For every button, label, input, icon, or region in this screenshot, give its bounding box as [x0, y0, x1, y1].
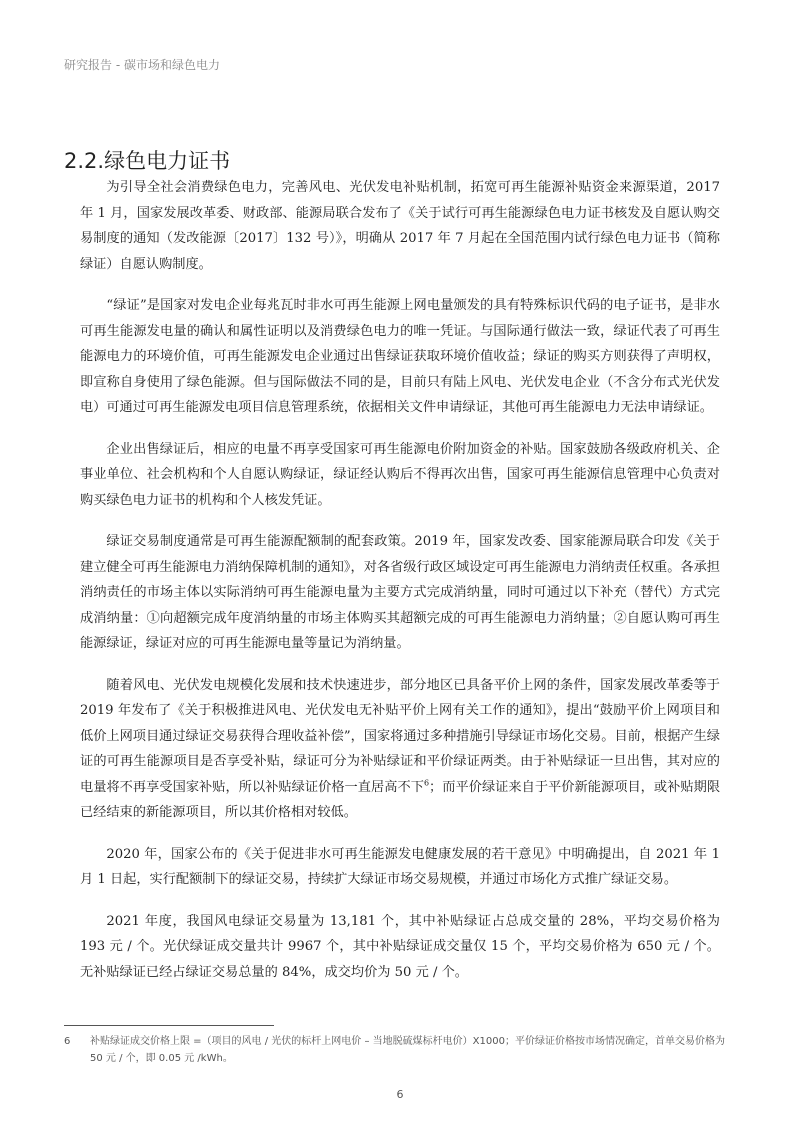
paragraph	[80, 673, 720, 826]
paragraph-text: 随着风电、光伏发电规模化发展和技术快速进步，部分地区已具备平价上网的条件，国家发展改革委等于 2019 年发布了《关于积极推进风电、光伏发电无补贴平价上网有关工作的通知》，提出“鼓励平价上网项目和低价上网项目通过绿证交易获得合理收益补偿”，国家将通过多种措施引导绿证市场化交易。目前，根据产生绿证的可再生能源项目是否享受补贴，绿证可分为补贴绿证和平价绿证两类。由于补贴绿证一旦出售，其对应的电量将不再享受国家补贴，所以补贴绿证价格一直居高不下	[80, 677, 720, 795]
paragraph: 企业出售绿证后，相应的电量不再享受国家可再生能源电价附加资金的补贴。国家鼓励各级政府机关、企事业单位、社会机构和个人自愿认购绿证，绿证经认购后不得再次出售，国家可再生能源信息管理中心负责对购买绿色电力证书的机构和个人核发凭证。	[80, 441, 720, 508]
paragraph: 绿证交易制度通常是可再生能源配额制的配套政策。2019 年，国家发改委、国家能源局联合印发《关于建立健全可再生能源电力消纳保障机制的通知》，对各省级行政区域设定可再生能源电力消纳责任权重。各承担消纳责任的市场主体以实际消纳可再生能源电量为主要方式完成消纳量，同时可通过以下补充（替代）方式完成消纳量：①向超额完成年度消纳量的市场主体购买其超额完成的可再生能源电力消纳量；②自愿认购可再生能源绿证，绿证对应的可再生能源电量等量记为消纳量。	[80, 534, 720, 651]
page-number: 6	[396, 1088, 404, 1101]
section-title: 2.2.绿色电力证书	[64, 149, 231, 174]
footnote-reference[interactable]: 6	[423, 778, 430, 788]
paragraph: “绿证”是国家对发电企业每兆瓦时非水可再生能源上网电量颁发的具有特殊标识代码的电子证书，是非水可再生能源发电量的确认和属性证明以及消费绿色电力的唯一凭证。与国际通行做法一致，绿证代表了可再生能源电力的环境价值，可再生能源发电企业通过出售绿证获取环境价值收益；绿证的购买方则获得了声明权，即宣称自身使用了绿色能源。但与国际做法不同的是，目前只有陆上风电、光伏发电企业（不含分布式光伏发电）可通过可再生能源发电项目信息管理系统，依据相关文件申请绿证，其他可再生能源电力无法申请绿证。	[80, 298, 720, 415]
paragraph: 2020 年，国家公布的《关于促进非水可再生能源发电健康发展的若干意见》中明确提出，自 2021 年 1 月 1 日起，实行配额制下的绿证交易，持续扩大绿证市场交易规模，并通过市场化方式推广绿证交易。	[80, 846, 720, 887]
paragraph: 2021 年度，我国风电绿证交易量为 13,181 个，其中补贴绿证占总成交量的 28%，平均交易价格为 193 元 / 个。光伏绿证成交量共计 9967 个，其中补贴绿证成交量仅 15 个，平均交易价格为 650 元 / 个。无补贴绿证已经占绿证交易总量的 84%，成交均价为 50 元 / 个。	[80, 913, 720, 980]
footnote-number: 6	[64, 1036, 71, 1047]
paragraph-text: ；而平价绿证来自于平价新能源项目，或补贴期限已经结束的新能源项目，所以其价格相对较低。	[80, 779, 721, 820]
running-header: 研究报告 - 碳市场和绿色电力	[64, 58, 220, 72]
footnote	[64, 1033, 740, 1067]
paragraph: 为引导全社会消费绿色电力，完善风电、光伏发电补贴机制，拓宽可再生能源补贴资金来源渠道，2017 年 1 月，国家发展改革委、财政部、能源局联合发布了《关于试行可再生能源绿色电力证书核发及自愿认购交易制度的通知（发改能源〔2017〕132 号）》，明确从 2017 年 7 月起在全国范围内试行绿色电力证书（简称绿证）自愿认购制度。	[80, 180, 720, 272]
body-text	[80, 175, 720, 1001]
footnote-divider	[64, 1025, 274, 1026]
footnote-text: 补贴绿证成交价格上限 =（项目的风电 / 光伏的标杆上网电价 – 当地脱硫煤标杆电价）X1000；平价绿证价格按市场情况确定，首单交易价格为 50 元 / 个，即 0.05 元 /kWh。	[90, 1036, 725, 1064]
